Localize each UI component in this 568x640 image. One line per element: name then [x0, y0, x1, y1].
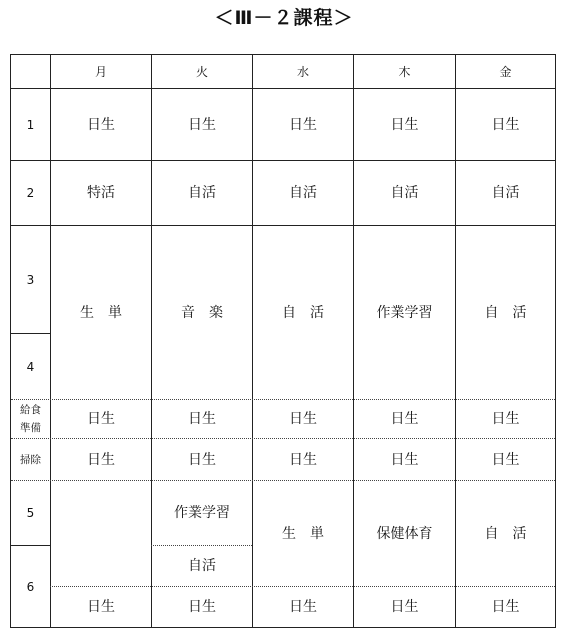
period-3-label: 3: [26, 272, 35, 287]
period-6-label: 6: [26, 579, 35, 594]
cell-thu-lunch: 日生: [390, 411, 419, 427]
period-4-label: 4: [26, 359, 35, 374]
cell-wed-34: 自 活: [282, 304, 324, 321]
cell-thu-2: 自活: [390, 185, 419, 201]
schedule-table: [10, 54, 556, 628]
period-2-label: 2: [26, 186, 35, 200]
cell-thu-34: 作業学習: [376, 304, 433, 321]
cell-tue-cleaning: 日生: [188, 451, 216, 468]
cell-thu-cleaning: 日生: [390, 451, 419, 468]
lunch-label-line2: 準備: [20, 422, 41, 434]
cell-wed-2: 自活: [289, 185, 317, 201]
cell-tue-lunch: 日生: [188, 411, 216, 427]
cleaning-label: 掃除: [20, 453, 41, 466]
cell-fri-34: 自 活: [484, 304, 527, 321]
cell-wed-cleaning: 日生: [289, 451, 317, 468]
cell-thu-1: 日生: [390, 116, 419, 133]
cell-fri-cleaning: 日生: [491, 451, 520, 468]
cell-wed-lunch: 日生: [289, 411, 317, 427]
cell-mon-1: 日生: [87, 116, 115, 133]
cell-thu-56: 保健体育: [376, 525, 433, 542]
cell-fri-last: 日生: [491, 599, 520, 615]
cell-tue-2: 自活: [188, 185, 216, 201]
cell-fri-lunch: 日生: [491, 411, 520, 427]
cell-mon-34: 生 単: [80, 304, 122, 321]
header-mon: 月: [94, 64, 107, 79]
cell-mon-2: 特活: [87, 185, 115, 201]
cell-mon-last: 日生: [87, 599, 115, 615]
cell-tue-5: 作業学習: [174, 505, 230, 521]
cell-mon-lunch: 日生: [87, 411, 115, 427]
cell-wed-56: 生 単: [282, 525, 324, 542]
period-5-label: 5: [26, 506, 35, 520]
cell-thu-last: 日生: [390, 599, 419, 615]
cell-wed-1: 日生: [289, 116, 317, 133]
cell-tue-1: 日生: [188, 116, 216, 133]
header-wed: 水: [296, 64, 309, 79]
cell-fri-56: 自 活: [484, 525, 527, 542]
cell-tue-34: 音 楽: [181, 304, 223, 321]
cell-tue-last: 日生: [188, 599, 216, 615]
period-1-label: 1: [26, 117, 35, 132]
header-thu: 木: [398, 64, 411, 79]
header-tue: 火: [195, 64, 208, 79]
cell-fri-2: 自活: [491, 185, 520, 201]
cell-fri-1: 日生: [491, 116, 520, 133]
page-title: ＜Ⅲ－２課程＞: [214, 7, 354, 29]
cell-wed-last: 日生: [289, 599, 317, 615]
cell-mon-cleaning: 日生: [87, 451, 115, 468]
cell-tue-6: 自活: [188, 558, 216, 574]
lunch-prep-label: [11, 400, 50, 438]
header-fri: 金: [499, 64, 512, 79]
lunch-label-line1: 給食: [20, 404, 41, 416]
